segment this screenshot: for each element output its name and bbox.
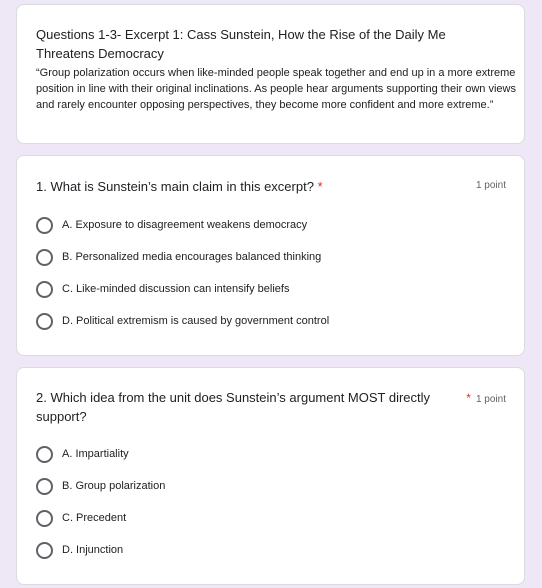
radio-button[interactable] [36,249,53,266]
option-c[interactable] [36,508,126,528]
section-excerpt: “Group polarization occurs when like-minded people speak together and end up in a more extreme position in line with their original inclinations. As people hear arguments supporting their own views and rarely encounter opposing perspectives, they become more confident and more extreme.” [36,67,516,111]
radio-button[interactable] [36,446,53,463]
required-asterisk: * [466,391,471,405]
required-asterisk: * [317,179,323,194]
radio-button[interactable] [36,478,53,495]
option-label: B. Group polarization [62,480,166,492]
section-header-card [16,4,525,144]
option-label: D. Political extremism is caused by government control [62,315,330,327]
radio-button[interactable] [36,542,53,559]
option-d[interactable] [36,311,329,331]
question-title-text: 1. What is Sunstein’s main claim in this excerpt? [36,179,314,194]
option-label: D. Injunction [62,544,124,556]
option-label: A. Exposure to disagreement weakens democracy [62,219,308,231]
option-b[interactable] [36,247,321,267]
question-title: 2. Which idea from the unit does Sunstein’s argument MOST directly support? [36,390,431,424]
radio-button[interactable] [36,217,53,234]
option-a[interactable] [36,215,307,235]
points-label: 1 point [475,394,506,405]
radio-button[interactable] [36,510,53,527]
question-points [466,391,506,405]
option-label: B. Personalized media encourages balanced thinking [62,251,322,263]
section-title: Questions 1-3- Excerpt 1: Cass Sunstein, How the Rise of the Daily Me Threatens Democracy [36,27,446,61]
question-card-1 [16,155,525,356]
option-label: C. Precedent [62,512,127,524]
option-c[interactable] [36,279,289,299]
option-a[interactable] [36,444,129,464]
radio-button[interactable] [36,281,53,298]
question-title [36,177,436,196]
option-d[interactable] [36,540,123,560]
option-label: A. Impartiality [62,448,129,460]
question-card-2 [16,367,525,585]
radio-button[interactable] [36,313,53,330]
question-points: 1 point [475,180,506,191]
option-b[interactable] [36,476,165,496]
option-label: C. Like-minded discussion can intensify beliefs [62,283,290,295]
